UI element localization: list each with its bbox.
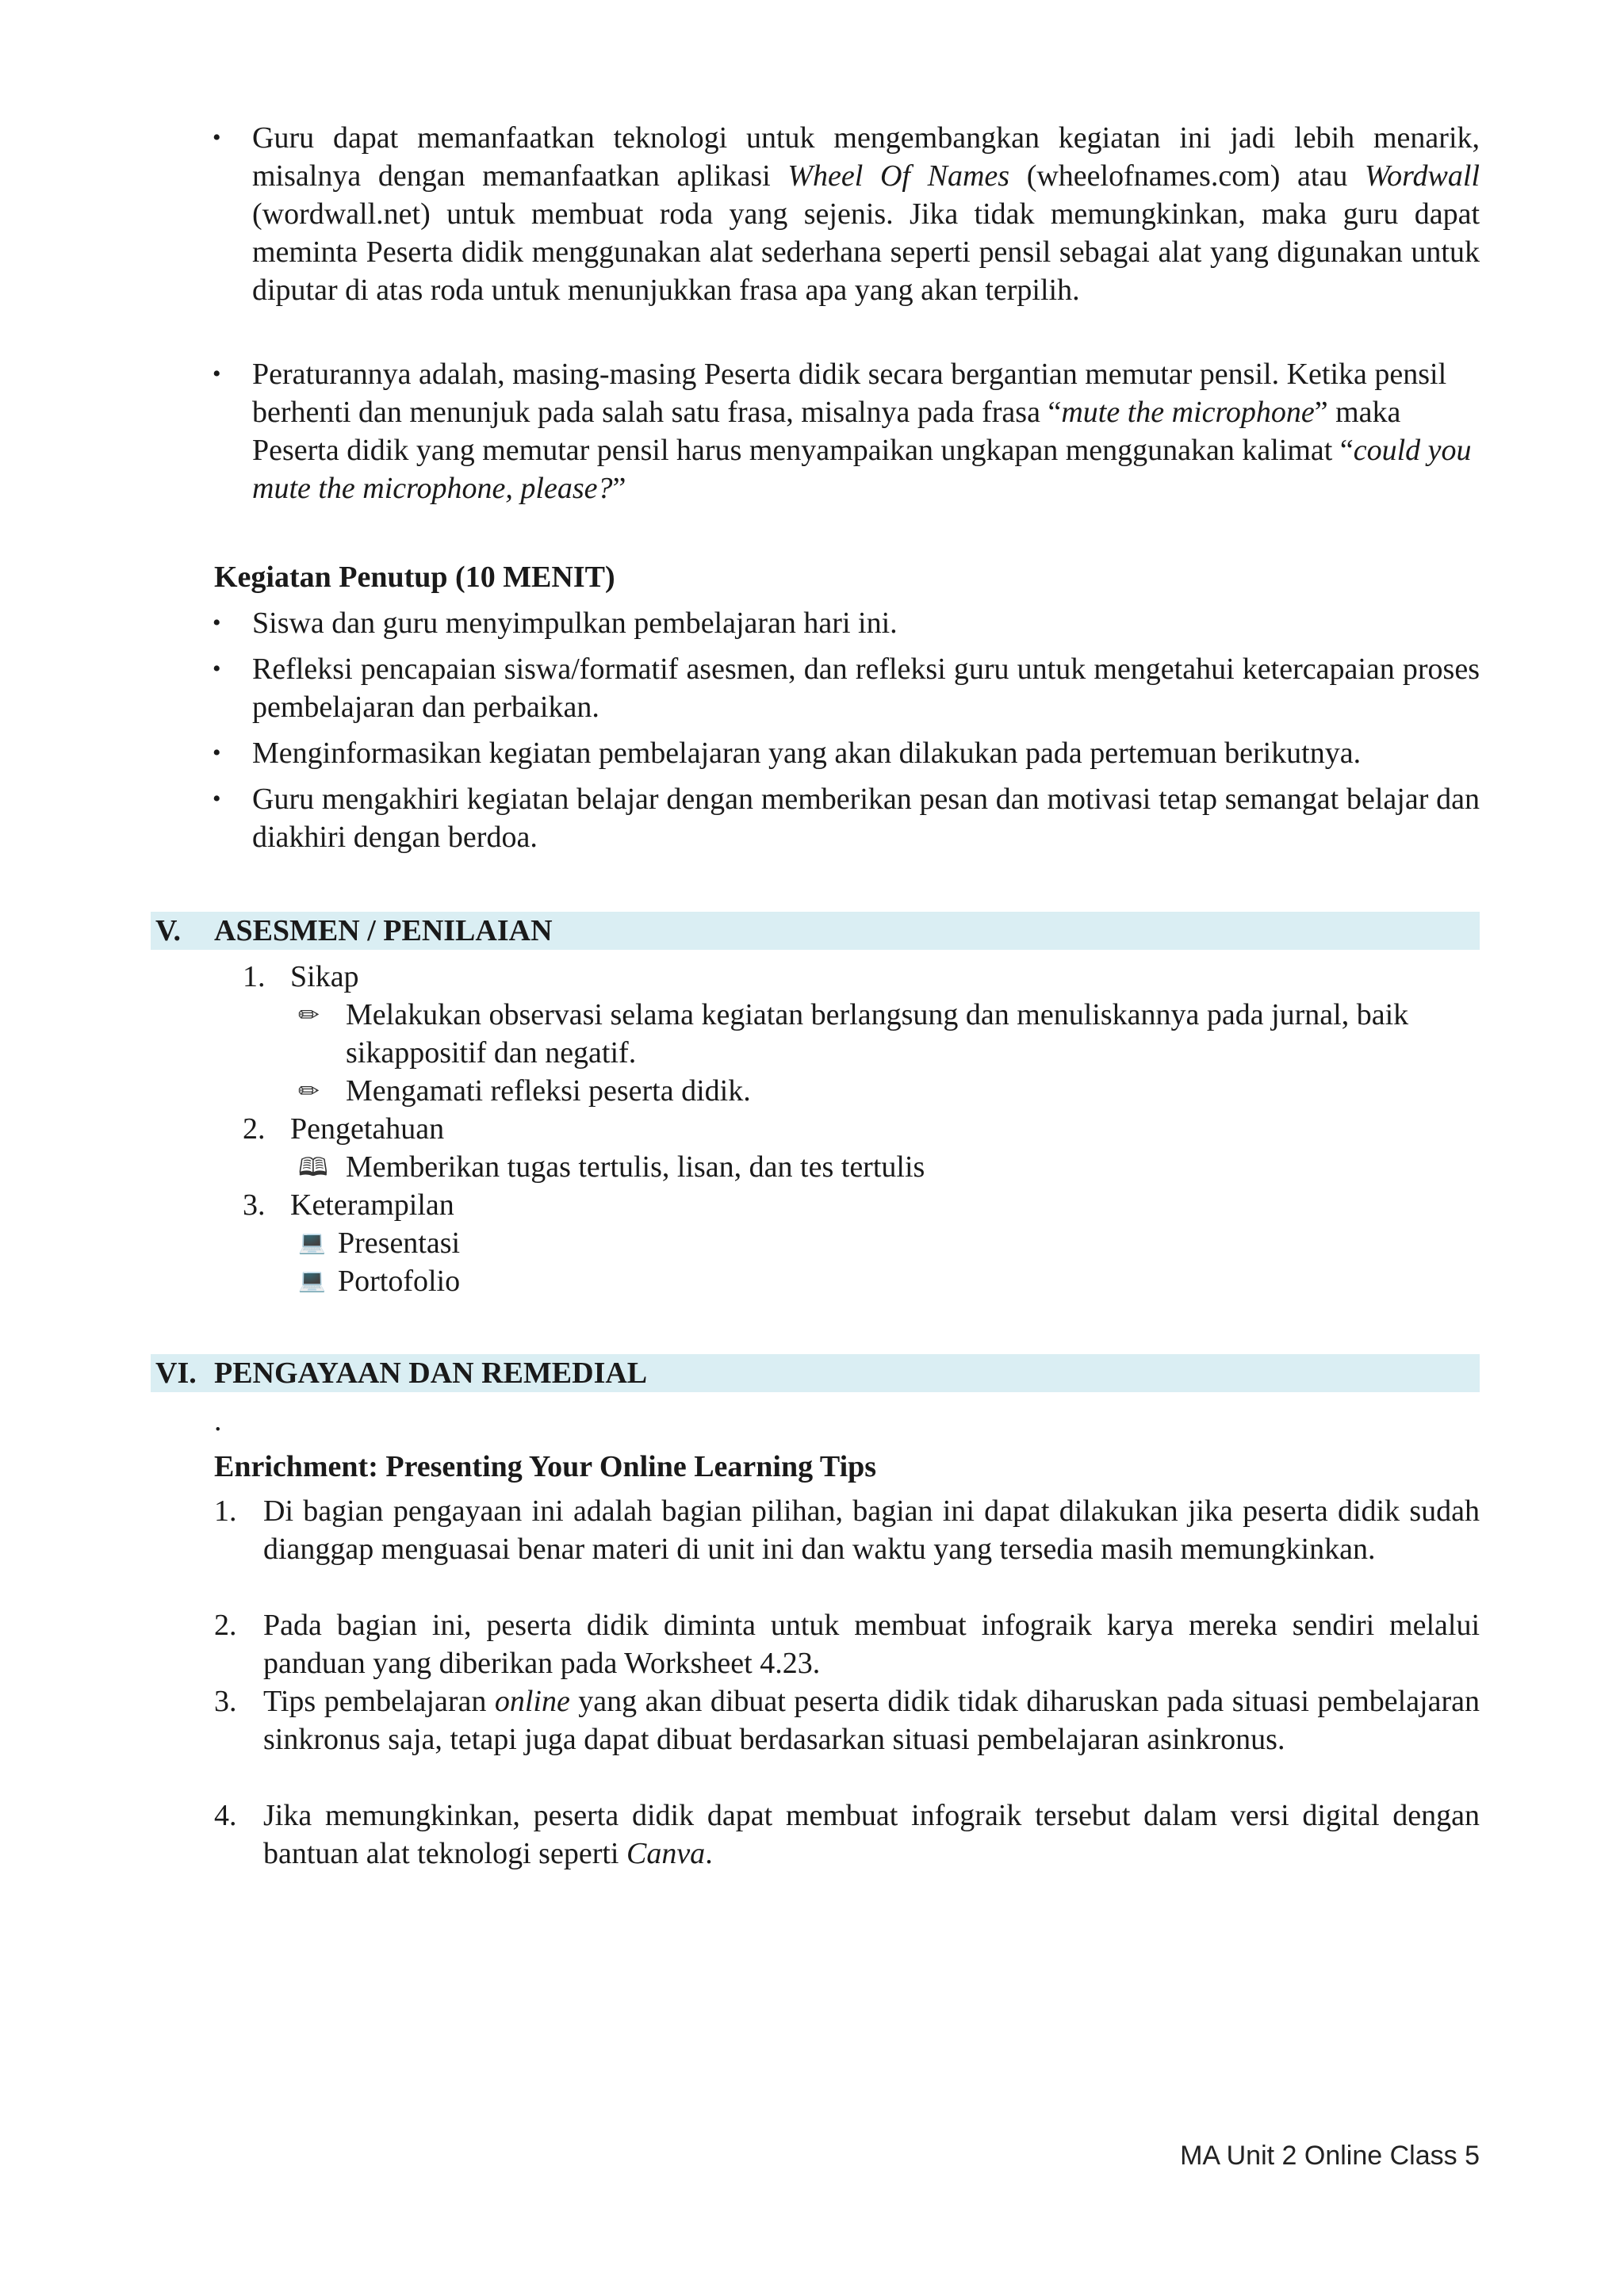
asesmen-item-number: 2. — [243, 1112, 266, 1146]
text-run: (wordwall.net) untuk membuat roda yang sejenis. Jika tidak memungkinkan, maka guru dapat meminta Peserta didik menggunakan alat sederhana seperti pensil sebagai alat yang digunakan untuk diputar di atas roda untuk menunjukkan frasa apa yang akan terpilih. — [252, 197, 1480, 307]
bullet-icon: • — [213, 124, 221, 151]
bullet-icon: • — [213, 740, 221, 766]
list-item — [214, 1682, 1480, 1758]
list-text — [263, 1492, 1480, 1568]
asesmen-subitem — [298, 1262, 1480, 1300]
text-run: Peraturannya adalah, masing-masing Peserta didik secara bergantian memutar pensil. Ketika pensil berhenti dan menunjuk pada salah satu frasa, misalnya pada frasa “ — [252, 358, 1447, 429]
list-item — [214, 650, 1480, 726]
asesmen-subitem — [298, 1072, 1480, 1110]
section-header-asesmen — [151, 912, 1480, 950]
bullet-text: Menginformasikan kegiatan pembelajaran yang akan dilakukan pada pertemuan berikutnya. — [252, 737, 1362, 770]
section-title: ASESMEN / PENILAIAN — [214, 914, 553, 947]
list-item — [214, 1606, 1480, 1682]
pencil-icon: ✏ — [298, 1001, 320, 1029]
book-icon: 🕮 — [298, 1153, 328, 1181]
italic-text: online — [494, 1685, 570, 1718]
page-footer: MA Unit 2 Online Class 5 — [1180, 2141, 1480, 2171]
bullet-text — [252, 355, 1480, 507]
text-run: (wheelofnames.com) atau — [1009, 159, 1365, 193]
asesmen-subitem — [298, 996, 1480, 1072]
list-item — [214, 355, 1480, 507]
text-run: Tips pembelajaran — [263, 1685, 495, 1718]
list-text — [263, 1606, 1480, 1682]
stray-dot: . — [214, 1404, 222, 1437]
computer-icon: 💻 — [298, 1230, 326, 1255]
asesmen-item-number: 3. — [243, 1188, 266, 1222]
asesmen-subitem-text: Portofolio — [338, 1265, 461, 1298]
bullet-text: Siswa dan guru menyimpulkan pembelajaran hari ini. — [252, 607, 898, 640]
text-run: ” — [612, 472, 626, 505]
text-run: Di bagian pengayaan ini adalah bagian pilihan, bagian ini dapat dilakukan jika peserta didik sudah dianggap menguasai benar materi di unit ini dan waktu yang tersedia masih memungkinkan. — [263, 1494, 1480, 1566]
asesmen-subitem-text: Presentasi — [338, 1226, 461, 1260]
list-text — [263, 1797, 1480, 1873]
asesmen-subitem-text: Memberikan tugas tertulis, lisan, dan tes tertulis — [346, 1150, 925, 1184]
list-number: 4. — [214, 1799, 237, 1832]
list-item — [214, 604, 1480, 642]
list-item — [214, 119, 1480, 309]
asesmen-item-label: Sikap — [290, 960, 359, 993]
text-run: Jika memungkinkan, peserta didik dapat membuat infograik tersebut dalam versi digital dengan bantuan alat teknologi seperti — [263, 1799, 1480, 1870]
computer-icon: 💻 — [298, 1269, 326, 1293]
asesmen-item-number: 1. — [243, 960, 266, 993]
pencil-icon: ✏ — [298, 1077, 320, 1105]
italic-text: mute the microphone — [1061, 396, 1315, 429]
italic-text: Wordwall — [1365, 159, 1480, 193]
list-item — [214, 780, 1480, 856]
list-number: 3. — [214, 1685, 237, 1718]
asesmen-subitem — [298, 1148, 1480, 1186]
asesmen-subitem-text: Mengamati refleksi peserta didik. — [346, 1074, 751, 1108]
section-title: PENGAYAAN DAN REMEDIAL — [214, 1357, 648, 1390]
asesmen-item-label: Pengetahuan — [290, 1112, 445, 1146]
list-number: 2. — [214, 1609, 237, 1642]
section-header-pengayaan — [151, 1354, 1480, 1392]
text-run: Guru dapat memanfaatkan teknologi untuk mengembangkan kegiatan ini jadi lebih menarik, misalnya dengan memanfaatkan aplikasi — [252, 121, 1480, 193]
bullet-text: Guru mengakhiri kegiatan belajar dengan memberikan pesan dan motivasi tetap semangat belajar dan diakhiri dengan berdoa. — [252, 783, 1480, 854]
bullet-icon: • — [213, 610, 221, 636]
enrichment-heading: Enrichment: Presenting Your Online Learning Tips — [214, 1450, 877, 1483]
list-item — [214, 1492, 1480, 1568]
bullet-icon: • — [213, 786, 221, 812]
italic-text: Wheel Of Names — [787, 159, 1010, 193]
text-run: ” maka Peserta didik yang memutar pensil harus menyampaikan ungkapan menggunakan kalimat “ — [252, 396, 1401, 467]
asesmen-subitem-text: Melakukan observasi selama kegiatan berlangsung dan menuliskannya pada jurnal, baik sikappositif dan negatif. — [346, 998, 1409, 1070]
closing-heading: Kegiatan Penutup (10 MENIT) — [214, 561, 615, 594]
bullet-icon: • — [213, 361, 221, 387]
italic-text: could you mute the microphone, please? — [252, 434, 1472, 505]
list-text — [263, 1682, 1480, 1758]
list-item — [214, 1797, 1480, 1873]
bullet-text — [252, 119, 1480, 309]
text-run: . — [705, 1837, 713, 1870]
bullet-icon: • — [213, 656, 221, 682]
section-number: VI. — [155, 1357, 197, 1390]
text-run: yang akan dibuat peserta didik tidak diharuskan pada situasi pembelajaran sinkronus saja, tetapi juga dapat dibuat berdasarkan situasi pembelajaran asinkronus. — [263, 1685, 1480, 1756]
list-item — [214, 734, 1480, 772]
list-number: 1. — [214, 1494, 237, 1528]
asesmen-item-label: Keterampilan — [290, 1188, 454, 1222]
asesmen-subitem — [298, 1224, 1480, 1262]
section-number: V. — [155, 914, 182, 947]
italic-text: Canva — [626, 1837, 706, 1870]
text-run: Pada bagian ini, peserta didik diminta untuk membuat infograik karya mereka sendiri melalui panduan yang diberikan pada Worksheet 4.23. — [263, 1609, 1480, 1680]
bullet-text: Refleksi pencapaian siswa/formatif asesmen, dan refleksi guru untuk mengetahui ketercapaian proses pembelajaran dan perbaikan. — [252, 652, 1480, 724]
